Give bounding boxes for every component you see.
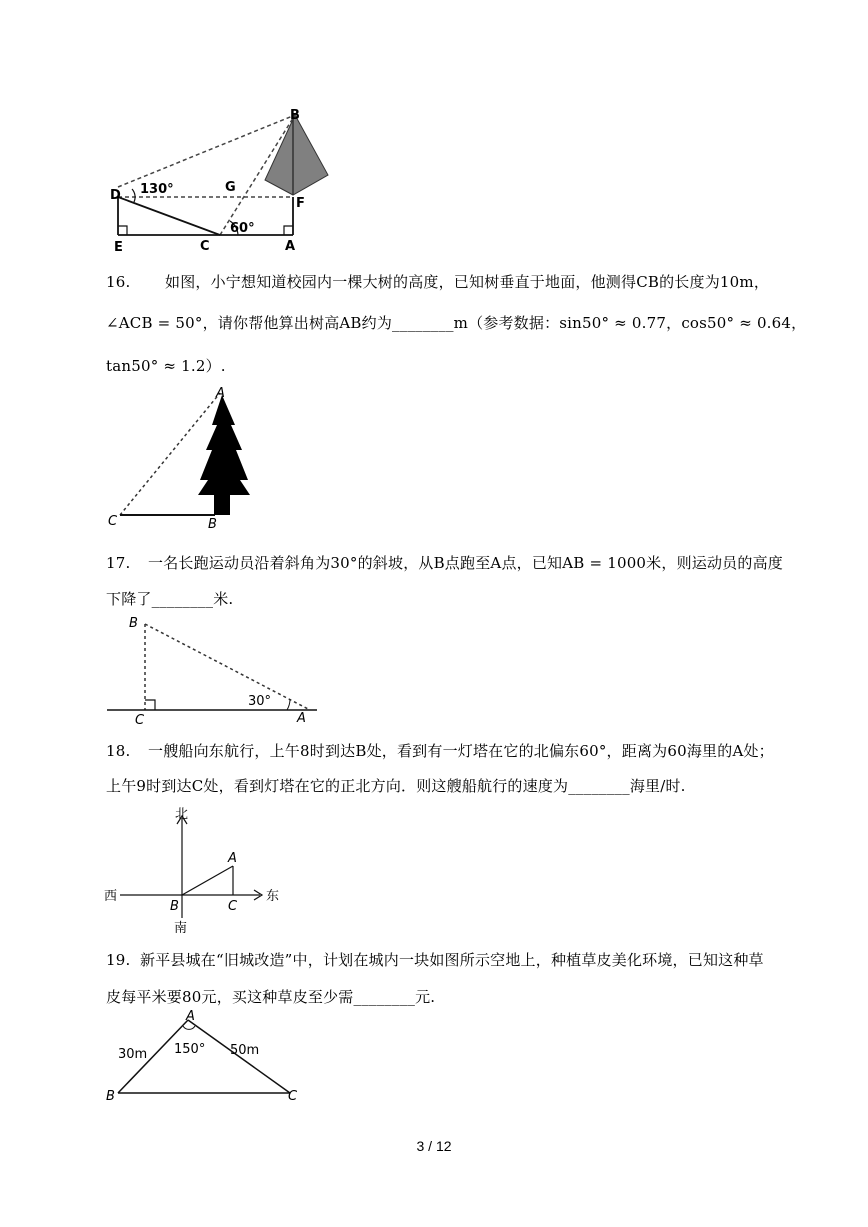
label-e: E <box>114 240 123 255</box>
label-b: B <box>208 517 217 530</box>
q19-line1: 新平县城在“旧城改造”中，计划在城内一块如图所示空地上，种植草皮美化环境，已知这种草 <box>140 951 764 969</box>
figure-q16 <box>100 385 260 530</box>
north-label: 北 <box>175 807 189 822</box>
label-b: B <box>129 616 138 631</box>
label-c: C <box>228 899 238 914</box>
figure-q19 <box>100 1008 310 1103</box>
q19-number: 19. <box>106 951 131 969</box>
south-label: 南 <box>174 921 188 935</box>
q16-number: 16. <box>106 273 131 291</box>
label-c: C <box>288 1089 298 1103</box>
label-c: C <box>108 514 118 529</box>
q16-line2: ∠ACB = 50°，请你帮他算出树高AB约为________m（参考数据：sin50° ≈ 0.77，cos50° ≈ 0.64， <box>106 314 807 332</box>
figure-q18 <box>100 800 290 935</box>
tree-silhouette <box>198 395 250 515</box>
q16-line1: 如图，小宁想知道校园内一棵大树的高度，已知树垂直于地面，他测得CB的长度为10m， <box>165 273 770 291</box>
angle-d: 130° <box>140 182 174 197</box>
q17-number: 17. <box>106 554 131 572</box>
label-b: B <box>106 1089 115 1103</box>
figure-q15 <box>100 105 340 255</box>
tree-shape <box>265 115 328 195</box>
side-ac-label: 50m <box>230 1043 260 1058</box>
west-label: 西 <box>104 889 118 904</box>
side-ab-label: 30m <box>118 1047 148 1062</box>
figure-q17 <box>105 612 320 727</box>
angle-c: 60° <box>230 221 255 236</box>
label-c: C <box>200 239 210 254</box>
label-a: A <box>297 711 306 726</box>
angle-30: 30° <box>248 694 272 709</box>
q18-line1: 一艘船向东航行，上午8时到达B处，看到有一灯塔在它的北偏东60°，距离为60海里的A处； <box>148 742 774 760</box>
angle-a-label: 150° <box>174 1042 206 1057</box>
q17-line2: 下降了________米. <box>106 590 234 608</box>
q16-line3: tan50° ≈ 1.2）. <box>106 357 226 375</box>
label-b: B <box>290 108 300 123</box>
label-c: C <box>135 713 145 727</box>
label-g: G <box>225 180 236 195</box>
label-d: D <box>110 188 121 203</box>
q18-line2: 上午9时到达C处，看到灯塔在它的正北方向．则这艘船航行的速度为________海里/时. <box>106 777 686 795</box>
q17-line1: 一名长跑运动员沿着斜角为30°的斜坡，从B点跑至A点，已知AB = 1000米，则运动员的高度 <box>148 554 783 572</box>
page-number: 3 / 12 <box>416 1138 452 1154</box>
label-f: F <box>296 196 305 211</box>
east-label: 东 <box>266 889 280 904</box>
q18-number: 18. <box>106 742 131 760</box>
label-a: A <box>228 851 237 866</box>
q19-line2: 皮每平米要80元，买这种草皮至少需________元. <box>106 988 436 1006</box>
label-a: A <box>186 1009 195 1024</box>
label-b: B <box>170 899 179 914</box>
label-a: A <box>216 386 225 401</box>
label-a: A <box>285 239 296 254</box>
